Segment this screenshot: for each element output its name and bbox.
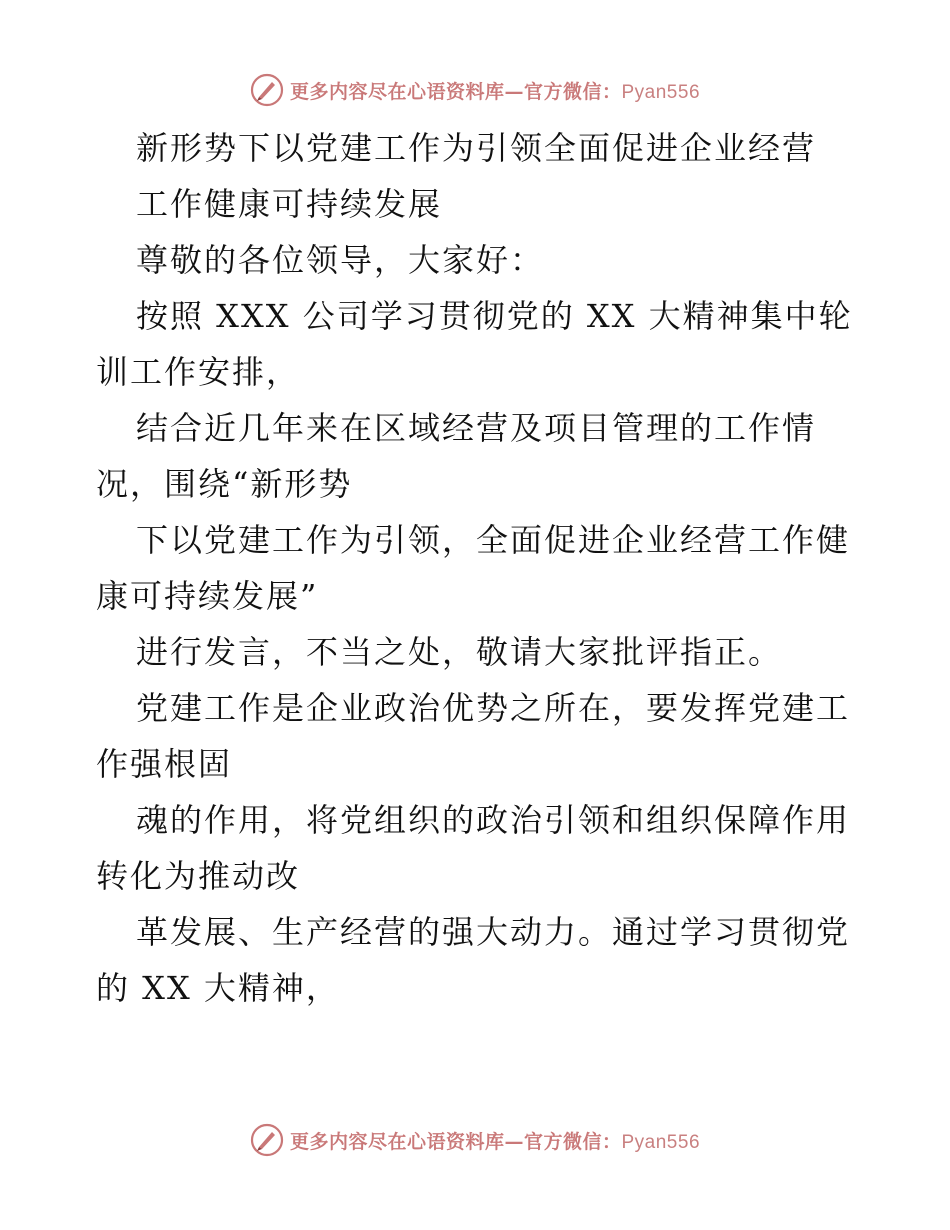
text-line: 结合近几年来在区域经营及项目管理的工作情 [136,409,817,447]
watermark-wechat-id: Pyan556 [621,1131,701,1153]
quill-pen-icon [250,73,284,107]
text-line: 革发展、生产经营的强大动力。通过学习贯彻党 [136,913,851,951]
text-line: 进行发言，不当之处，敬请大家批评指正。 [136,633,783,671]
text-line: 况，围绕“新形势 [96,465,353,503]
quill-pen-icon [250,1123,284,1157]
header-watermark [0,70,950,110]
text-line: 尊敬的各位领导，大家好： [136,241,545,279]
text-line: 作强根固 [96,745,233,783]
text-line: 魂的作用，将党组织的政治引领和组织保障作用 [136,801,851,839]
text-line: 党建工作是企业政治优势之所在，要发挥党建工 [136,689,851,727]
watermark-text: 更多内容尽在心语资料库—官方微信：Pyan556 [289,1130,701,1153]
footer-watermark [0,1120,950,1160]
text-line: 工作健康可持续发展 [136,185,443,223]
watermark-wechat-id: Pyan556 [621,81,701,103]
text-line: 的 XX 大精神， [96,969,340,1007]
text-line: 训工作安排， [96,353,301,391]
watermark-text: 更多内容尽在心语资料库—官方微信：Pyan556 [289,80,701,103]
text-line: 转化为推动改 [96,857,301,895]
text-line: 新形势下以党建工作为引领全面促进企业经营 [136,129,817,167]
text-line: 康可持续发展” [96,577,319,615]
document-body [96,120,856,1016]
text-line: 下以党建工作为引领，全面促进企业经营工作健 [136,521,851,559]
text-line: 按照 XXX 公司学习贯彻党的 XX 大精神集中轮 [136,297,853,335]
